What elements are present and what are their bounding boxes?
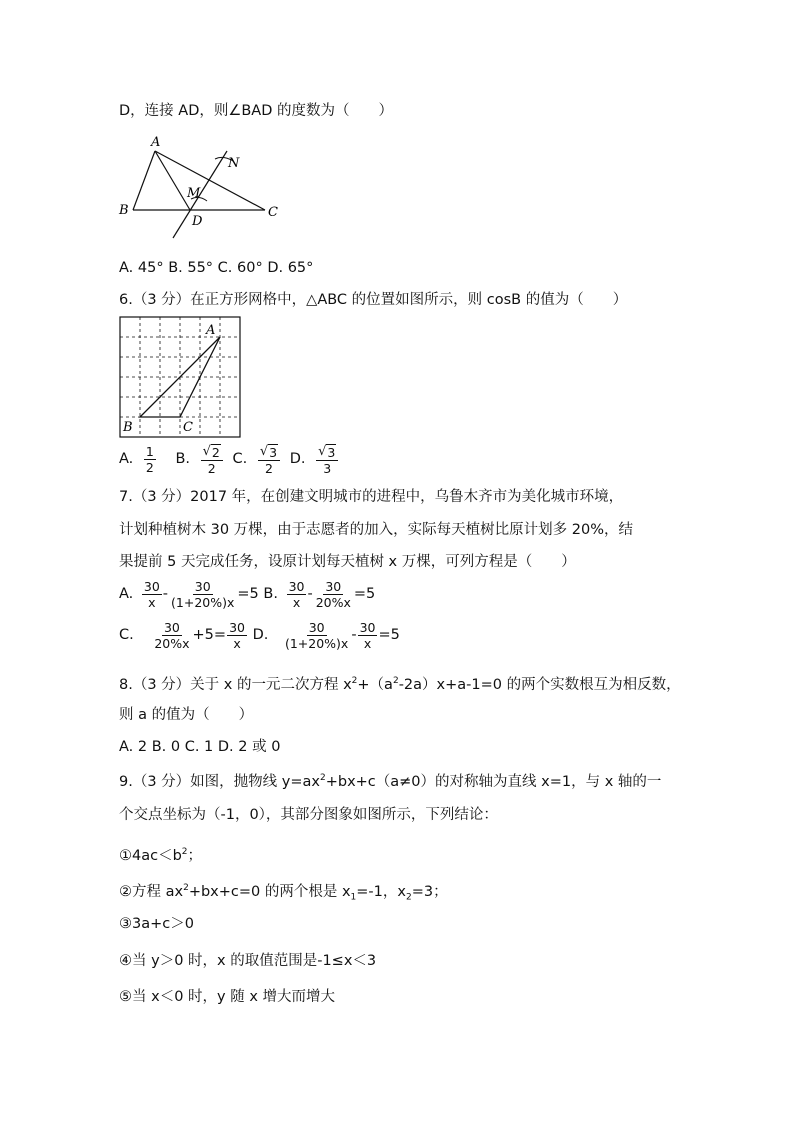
q6-options (119, 442, 339, 476)
q6-grid-figure (119, 316, 241, 438)
q9-conclusion-2: ②方程 $ax^2+bx+c=0$ 的两个根是 $x_1=-1$，$x_2=3$； (119, 883, 448, 903)
label-C: C (183, 420, 193, 435)
q7-option-a: A. $\frac{30}{x}$ - $\frac{30}{(1+20\%)x}$ =5 (119, 578, 259, 610)
label-B: B (119, 203, 129, 218)
q7-line-3: 果提前 5 天完成任务，设原计划每天植树 x 万棵，可列方程是（ ） (119, 554, 576, 570)
q7-option-d: D. $\frac{30}{(1+20\%)x}$ - $\frac{30}{x}$ =5 (252, 619, 400, 651)
q9-conclusion-3: ③3a+c＞0 (119, 916, 194, 932)
label-M: M (187, 186, 201, 201)
q8-line-1: 8.（3 分）关于 x 的一元二次方程 $x^2+(a^2-2a)x+a-1=0$ 的两个实数根互为相反数， (119, 676, 681, 693)
q6-option-b: B. √ 2 2 (175, 442, 223, 476)
label-N: N (228, 156, 240, 171)
q7-options-cd (119, 619, 400, 651)
q5-stem: D，连接 AD，则∠BAD 的度数为（ ） (119, 103, 393, 119)
q7-option-b: B. $\frac{30}{x}$ - $\frac{30}{20\%x}$ =5 (263, 578, 376, 610)
q6-option-d: D. √ 3 3 (290, 442, 340, 476)
q7-line-2: 计划种植树木 30 万棵，由于志愿者的加入，实际每天植树比原计划多 20%，结 (119, 522, 634, 538)
label-D: D (192, 214, 203, 229)
segment-AC (155, 151, 265, 210)
segment-AB (133, 151, 155, 210)
q7-options-ab (119, 578, 375, 610)
q9-line-2: 个交点坐标为（-1，0），其部分图象如图所示，下列结论： (119, 807, 498, 823)
q6-option-a: A. $\frac{1}{2}$ (119, 443, 154, 475)
q8-options: A. 2 B. 0 C. 1 D. 2 或 0 (119, 739, 281, 755)
q9-conclusion-1: $①4ac<b^2$； (119, 847, 203, 864)
q9-line-1: 9.（3 分）如图，抛物线 $y=ax^2+bx+c(a\ne 0)$的对称轴为直线 x=1，与 x 轴的一 (119, 773, 662, 790)
q9-conclusion-5: ⑤当 x＜0 时，y 随 x 增大而增大 (119, 989, 336, 1005)
q9-conclusion-4: ④当 y＞0 时，x 的取值范围是-1≤x＜3 (119, 953, 377, 969)
q8-line-2: 则 a 的值为（ ） (119, 707, 254, 723)
q5-figure (115, 133, 285, 243)
q6-option-c: C. √ 3 2 (232, 442, 281, 476)
q7-option-c: C. $\frac{30}{20\%x}$ +5= $\frac{30}{x}$ (119, 619, 245, 651)
q5-options: A. 45° B. 55° C. 60° D. 65° (119, 260, 314, 276)
q6-stem: 6.（3 分）在正方形网格中，△ABC 的位置如图所示，则 cosB 的值为（ ） (119, 292, 628, 308)
label-A: A (151, 135, 161, 150)
label-A: A (206, 323, 216, 338)
label-B: B (123, 420, 133, 435)
label-C: C (268, 205, 278, 220)
q7-line-1: 7.（3 分）2017 年，在创建文明城市的进程中，乌鲁木齐市为美化城市环境， (119, 489, 624, 505)
